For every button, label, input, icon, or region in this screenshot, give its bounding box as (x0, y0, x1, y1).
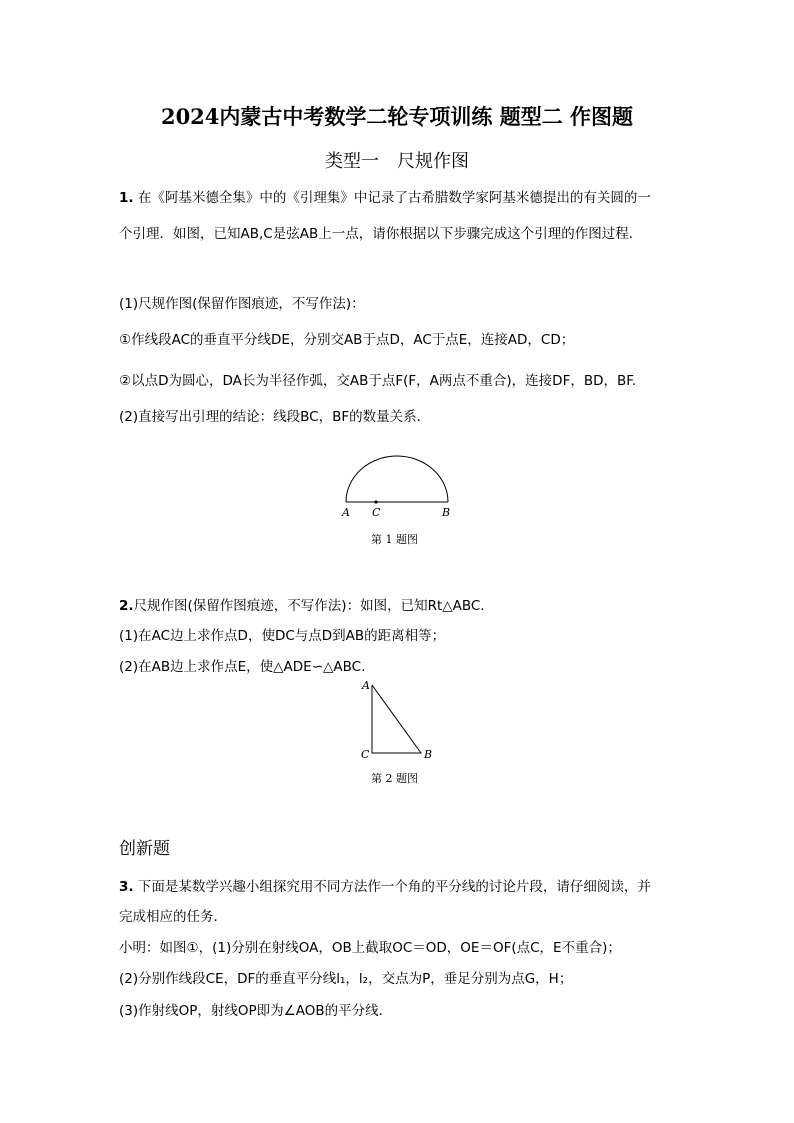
q2-text-1: 尺规作图(保留作图痕迹，不写作法)：如图，已知Rt△ABC. (133, 598, 485, 614)
q1-line-2: 个引理．如图，已知AB,C是弦AB上一点，请你根据以下步骤完成这个引理的作图过程． (119, 226, 643, 242)
triangle-abc (372, 685, 421, 753)
q2-line-2: (1)在AC边上求作点D，使DC与点D到AB的距离相等； (119, 628, 446, 644)
q3-line-5: (3)作射线OP，射线OP即为∠AOB的平分线． (119, 1003, 393, 1019)
document-title: 2024内蒙古中考数学二轮专项训练 题型二 作图题 (160, 104, 634, 129)
q1-line-5: ②以点D为圆心，DA长为半径作弧，交AB于点F(F，A两点不重合)，连接DF，BD，BF. (119, 373, 637, 389)
q2-figure-right-triangle (355, 676, 445, 766)
section-subtitle: 类型一 尺规作图 (325, 151, 469, 172)
q1-line-6: (2)直接写出引理的结论：线段BC，BF的数量关系． (119, 409, 431, 425)
q1-figure-semicircle (330, 450, 470, 525)
q1-figure-caption: 第 1 题图 (371, 533, 418, 546)
point-c (374, 500, 377, 503)
q3-line-2: 完成相应的任务． (119, 909, 227, 925)
q1-line-3: (1)尺规作图(保留作图痕迹，不写作法)： (119, 296, 365, 312)
label-c: C (372, 506, 381, 519)
q3-line-3: 小明：如图①，(1)分别在射线OA，OB上截取OC＝OD，OE＝OF(点C，E不重合)； (119, 940, 621, 956)
label-a: A (342, 506, 350, 519)
label-c: C (361, 748, 370, 761)
q3-line-1 (119, 875, 651, 895)
label-b: B (424, 748, 433, 761)
q2-figure-caption: 第 2 题图 (371, 772, 418, 785)
arc-ab (346, 456, 448, 502)
q2-line-1 (119, 594, 485, 614)
q3-line-4: (2)分别作线段CE，DF的垂直平分线l₁，l₂，交点为P，垂足分别为点G，H； (119, 971, 573, 987)
label-a: A (362, 679, 370, 692)
q2-number: 2. (119, 598, 134, 614)
q3-text-1: 下面是某数学兴趣小组探究用不同方法作一个角的平分线的讨论片段，请仔细阅读，并 (133, 879, 651, 895)
q1-line-4: ①作线段AC的垂直平分线DE，分别交AB于点D，AC于点E，连接AD，CD； (119, 332, 575, 348)
section-heading: 创新题 (119, 839, 170, 859)
q1-text-1: 在《阿基米德全集》中的《引理集》中记录了古希腊数学家阿基米德提出的有关圆的一 (133, 190, 651, 206)
q1-line-1 (119, 186, 651, 206)
q3-number: 3. (119, 879, 134, 895)
q2-line-3: (2)在AB边上求作点E，使△ADE∽△ABC. (119, 659, 366, 675)
q1-number: 1. (119, 190, 134, 206)
label-b: B (442, 506, 451, 519)
